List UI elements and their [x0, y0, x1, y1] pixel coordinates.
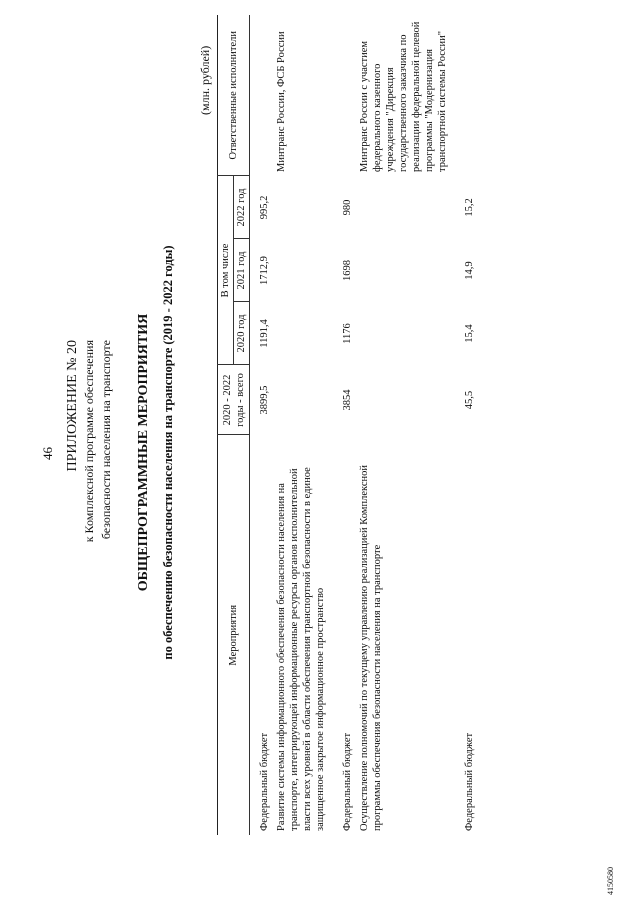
appendix-line-2: безопасности населения на транспорте [99, 340, 113, 540]
row-responsible: Минтранс России с участием федерального казенного учреждения "Дирекция государственного заказчика по реализации федеральной целевой программы "Модернизация транспортной системы России" [359, 21, 448, 172]
row-responsible: Минтранс России, ФСБ России [276, 31, 287, 172]
row-2020: 1176 [342, 323, 353, 344]
row-activity-name: Федеральный бюджет [259, 732, 270, 831]
table-row [273, 15, 329, 835]
row-2021: 1698 [342, 260, 353, 281]
row-responsible [461, 15, 478, 176]
side-code: 4150580 [606, 867, 615, 895]
appendix-number: ПРИЛОЖЕНИЕ № 20 [65, 340, 80, 472]
row-total: 3899,5 [259, 385, 270, 415]
activities-table [217, 15, 478, 835]
table-row [339, 15, 356, 835]
table-row [461, 15, 478, 835]
header-2020: 2020 год [234, 302, 250, 365]
row-2022: 995,2 [259, 195, 270, 220]
row-2021: 14,9 [464, 261, 475, 280]
appendix-line-1: к Комплексной программе обеспечения [82, 340, 96, 543]
header-activity: Мероприятия [218, 435, 250, 835]
row-2020: 15,4 [464, 324, 475, 343]
units-label: (млн. рублей) [198, 45, 212, 115]
row-2022: 980 [342, 199, 353, 216]
header-total: 2020 - 2022 годы - всего [218, 365, 250, 435]
row-total: 45,5 [464, 390, 475, 410]
header-2022: 2022 год [234, 176, 250, 239]
table-row [356, 15, 451, 835]
row-2022: 15,2 [464, 198, 475, 217]
row-activity-name: Осуществление полномочий по текущему управлению реализацией Комплексной программы обеспечения безопасности населения на транспорте [359, 465, 383, 831]
table-row [250, 15, 274, 835]
page-title: ОБЩЕПРОГРАММНЫЕ МЕРОПРИЯТИЯ [136, 313, 151, 592]
row-responsible [250, 15, 274, 176]
row-activity-name: Федеральный бюджет [342, 732, 353, 831]
row-responsible [339, 15, 356, 176]
row-2021: 1712,9 [259, 256, 270, 285]
page-subtitle: по обеспечению безопасности населения на транспорте (2019 - 2022 годы) [161, 245, 175, 660]
appendix-block [64, 340, 115, 542]
row-activity-name: Развитие системы информационного обеспечения безопасности населения на транспорте, интегрирующей информационные ресурсы органов исполнительной власти всех уровней в области обеспечения транспортной безопасности в единое защищенное закрытое информационное пространство [276, 467, 326, 831]
row-total: 3854 [342, 389, 353, 411]
row-2020: 1191,4 [259, 319, 270, 348]
header-including: В том числе [218, 176, 234, 365]
header-2021: 2021 год [234, 239, 250, 302]
header-responsible: Ответственные исполнители [218, 15, 250, 176]
page-number: 46 [40, 447, 55, 460]
row-activity-name: Федеральный бюджет [464, 732, 475, 831]
